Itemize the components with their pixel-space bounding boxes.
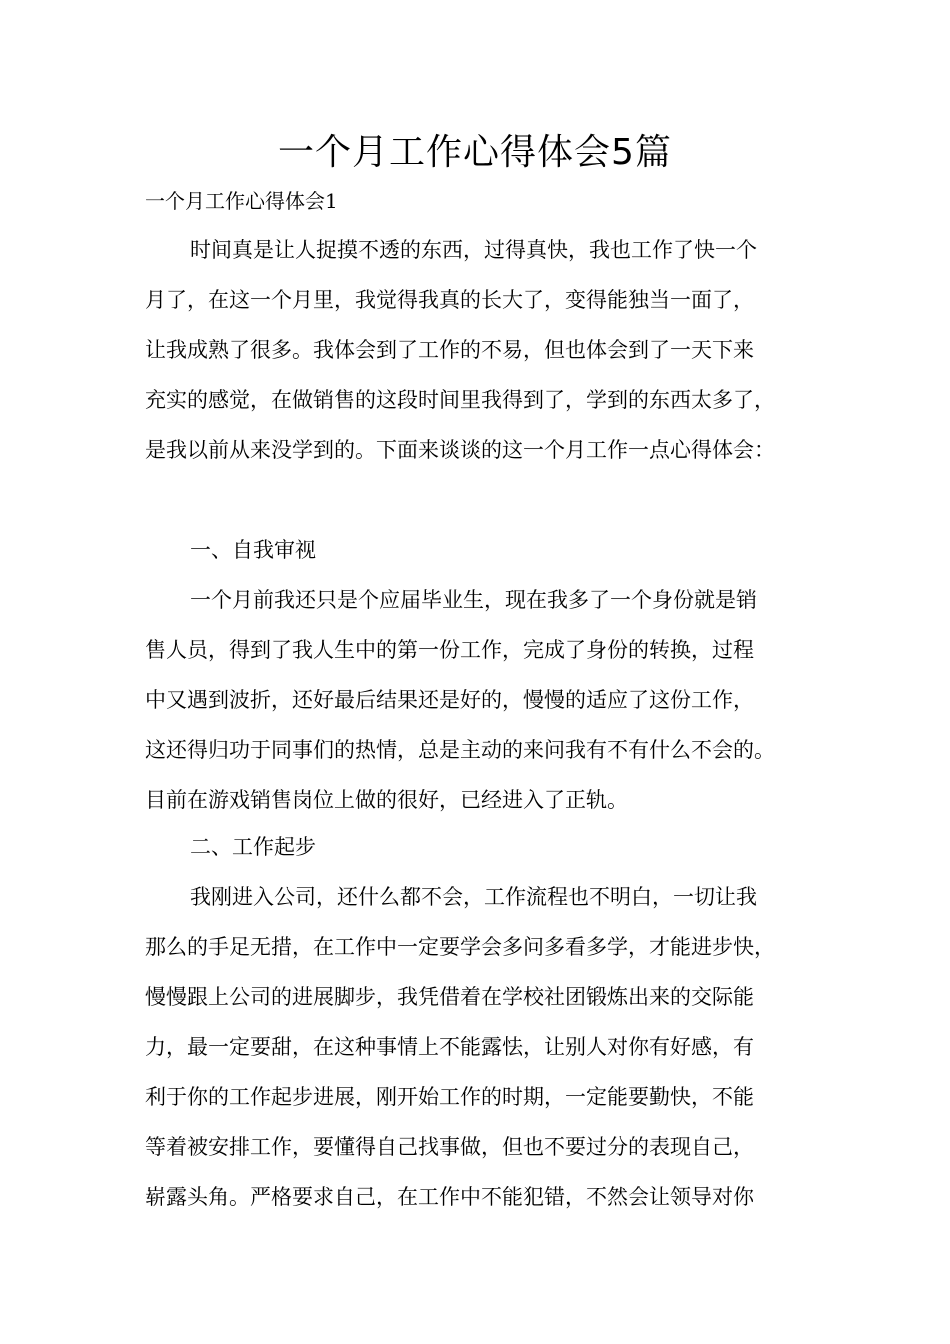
paragraph-line: 力，最一定要甜，在这种事情上不能露怯，让别人对你有好感，有 — [145, 1035, 754, 1059]
paragraph-line: 中又遇到波折，还好最后结果还是好的，慢慢的适应了这份工作， — [145, 688, 754, 712]
paragraph-line: 时间真是让人捉摸不透的东西，过得真快，我也工作了快一个 — [190, 238, 757, 262]
section-subtitle: 一个月工作心得体会1 — [145, 189, 338, 213]
paragraph-line: 利于你的工作起步进展，刚开始工作的时期，一定能要勤快，不能 — [145, 1085, 754, 1109]
paragraph-line: 这还得归功于同事们的热情，总是主动的来问我有不有什么不会的。 — [145, 738, 775, 762]
paragraph-line: 目前在游戏销售岗位上做的很好，已经进入了正轨。 — [145, 788, 628, 812]
paragraph-line: 崭露头角。严格要求自己，在工作中不能犯错，不然会让领导对你 — [145, 1185, 754, 1209]
paragraph-line: 等着被安排工作，要懂得自己找事做，但也不要过分的表现自己， — [145, 1135, 754, 1159]
section-heading: 一、自我审视 — [190, 538, 316, 562]
paragraph-line: 我刚进入公司，还什么都不会，工作流程也不明白，一切让我 — [190, 885, 757, 909]
section-heading: 二、工作起步 — [190, 835, 316, 859]
paragraph-line: 慢慢跟上公司的进展脚步，我凭借着在学校社团锻炼出来的交际能 — [145, 985, 754, 1009]
paragraph-line: 是我以前从来没学到的。下面来谈谈的这一个月工作一点心得体会： — [145, 438, 775, 462]
paragraph-line: 售人员，得到了我人生中的第一份工作，完成了身份的转换，过程 — [145, 638, 754, 662]
paragraph-line: 充实的感觉，在做销售的这段时间里我得到了，学到的东西太多了， — [145, 388, 775, 412]
paragraph-line: 月了，在这一个月里，我觉得我真的长大了，变得能独当一面了， — [145, 288, 754, 312]
document-title: 一个月工作心得体会5篇 — [278, 132, 672, 173]
paragraph-line: 一个月前我还只是个应届毕业生，现在我多了一个身份就是销 — [190, 588, 757, 612]
paragraph-line: 那么的手足无措，在工作中一定要学会多问多看多学，才能进步快， — [145, 935, 775, 959]
paragraph-line: 让我成熟了很多。我体会到了工作的不易，但也体会到了一天下来 — [145, 338, 754, 362]
